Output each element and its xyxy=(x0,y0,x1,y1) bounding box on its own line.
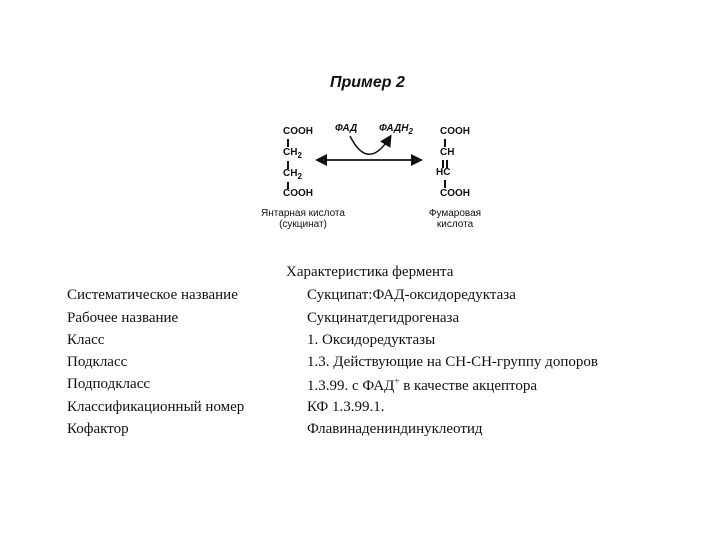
fumarate-name-2: кислота xyxy=(436,219,474,230)
fumarate-cooh-top: COOH xyxy=(440,126,470,137)
row-value-subsubclass: 1.3.99. с ФАД+ в качестве акцептора xyxy=(307,376,538,394)
row-value-working: Сукцинатдегидрогеназа xyxy=(307,310,460,326)
cofactor-fad: ФАД xyxy=(335,123,358,134)
fumarate-name: Фумаровая xyxy=(428,208,482,219)
succinate-ch2-a: $CH_2$ xyxy=(283,147,302,160)
row-label-subclass: Подкласс xyxy=(67,354,128,370)
succinate-ch2-b: $CH_2$ xyxy=(283,168,302,181)
row-value-systematic: Сукципат:ФАД-оксидоредуктаза xyxy=(307,287,516,303)
row-label-class: Класс xyxy=(67,332,105,348)
succinate-name: Янтарная кислота xyxy=(261,208,345,219)
row-label-subsubclass: Подподкласс xyxy=(67,376,151,392)
succinate-cooh-top: COOH xyxy=(283,126,313,137)
row-label-systematic: Систематическое название xyxy=(67,287,238,303)
row-value-cofactor: Флавинадениндинуклеотид xyxy=(307,421,483,437)
succinate-cooh-bottom: COOH xyxy=(283,188,313,199)
row-label-working: Рабочее название xyxy=(67,310,179,326)
fumarate-cooh-bottom: COOH xyxy=(440,188,470,199)
succinate-name-2: (сукцинат) xyxy=(279,219,327,230)
row-value-class: 1. Оксидоредуктазы xyxy=(307,332,436,348)
row-label-number: Классификационный номер xyxy=(67,399,245,415)
cofactor-curved-arrow xyxy=(350,136,390,154)
fumarate-hc: HC xyxy=(436,167,451,178)
enzyme-heading: Характеристика фермента xyxy=(286,264,454,280)
row-value-number: КФ 1.3.99.1. xyxy=(307,399,385,415)
row-value-subclass: 1.3. Действующие на CH-CH-группу допоров xyxy=(307,354,598,370)
row-label-cofactor: Кофактор xyxy=(67,421,129,437)
cofactor-fadh2: $ФАДН_2$ xyxy=(379,123,413,136)
fumarate-ch: CH xyxy=(440,147,455,158)
slide-title: Пример 2 xyxy=(330,74,405,91)
